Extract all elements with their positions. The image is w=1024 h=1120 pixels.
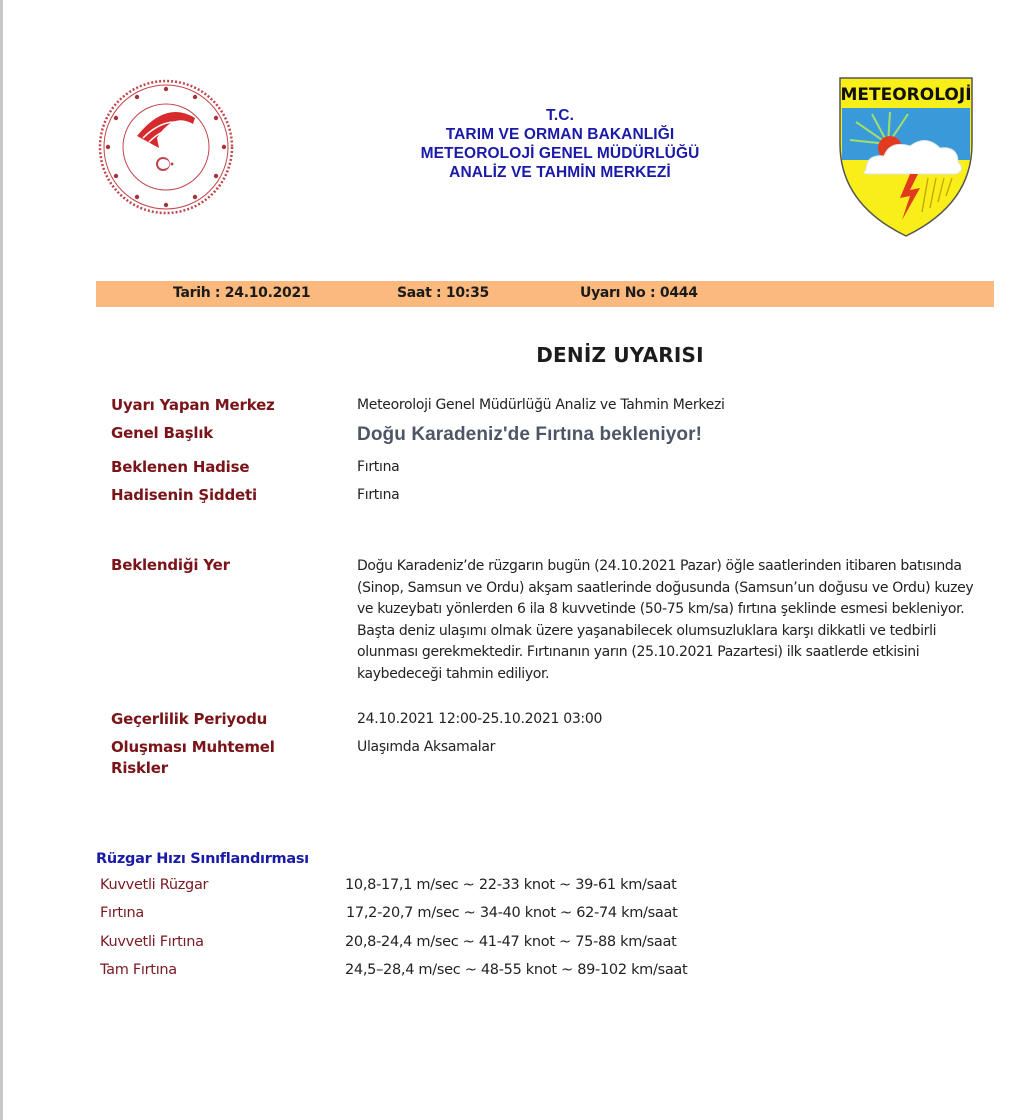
location-description: Doğu Karadeniz’de rüzgarın bugün (24.10.2021 Pazar) öğle saatlerinden itibaren batısında (Sinop, Samsun ve Ordu) akşam saatlerinde doğusunda (Samsun’un doğusu ve Ordu) kuzey ve kuzeybatı yönlerden 6 ila 8 kuvvetinde (50-75 km/sa) fırtına şeklinde esmesi bekleniyor. Başta deniz ulaşımı olmak üzere yaşanabilecek olumsuzluklara karşı dikkatli ve tedbirli olunması gerekmektedir. Fırtınanın yarın (25.10.2021 Pazartesi) ilk saatlerde etkisini kaybedeceği tahmin ediliyor.: [357, 558, 974, 682]
risks-value: Ulaşımda Aksamalar: [357, 739, 496, 755]
wind-class-name: Kuvvetli Rüzgar: [100, 877, 209, 893]
meteoroloji-shield-logo: [836, 74, 976, 240]
headline-label: Genel Başlık: [111, 424, 214, 442]
location-label: Beklendiği Yer: [111, 556, 230, 574]
org-line-tc: T.C.: [546, 107, 574, 124]
issuer-label: Uyarı Yapan Merkez: [111, 396, 275, 414]
org-line-center: ANALİZ VE TAHMİN MERKEZİ: [449, 164, 671, 181]
severity-label: Hadisenin Şiddeti: [111, 486, 257, 504]
risks-label: [111, 737, 275, 779]
logo-wordmark: METEOROLOJİ: [840, 85, 972, 105]
severity-value: Fırtına: [357, 487, 400, 503]
event-value: Fırtına: [357, 459, 400, 475]
headline-value: Doğu Karadeniz'de Fırtına bekleniyor!: [357, 424, 702, 445]
issuer-value: Meteoroloji Genel Müdürlüğü Analiz ve Tahmin Merkezi: [357, 397, 725, 413]
validity-value: 24.10.2021 12:00-25.10.2021 03:00: [357, 711, 603, 727]
wind-class-range: 17,2-20,7 m/sec ~ 34-40 knot ~ 62-74 km/saat: [346, 905, 678, 921]
wind-class-name: Fırtına: [100, 905, 145, 921]
warning-date: Tarih : 24.10.2021: [173, 285, 311, 301]
page-left-border: [0, 0, 3, 1120]
warning-meta-bar: [96, 281, 994, 307]
organization-header: [360, 106, 760, 182]
event-label: Beklenen Hadise: [111, 458, 250, 476]
wind-class-range: 20,8-24,4 m/sec ~ 41-47 knot ~ 75-88 km/saat: [345, 934, 677, 950]
wind-classification-title: Rüzgar Hızı Sınıflandırması: [96, 851, 309, 867]
wind-class-range: 10,8-17,1 m/sec ~ 22-33 knot ~ 39-61 km/saat: [345, 877, 677, 893]
warning-time: Saat : 10:35: [397, 285, 489, 301]
wind-class-name: Kuvvetli Fırtına: [100, 934, 204, 950]
validity-label: Geçerlilik Periyodu: [111, 710, 268, 728]
warning-number: Uyarı No : 0444: [580, 285, 698, 301]
risks-label-line2: Riskler: [111, 759, 168, 777]
ministry-seal-logo: [97, 78, 235, 216]
risks-label-line1: Oluşması Muhtemel: [111, 738, 275, 756]
page-title: DENİZ UYARISI: [536, 343, 704, 367]
org-line-ministry: TARIM VE ORMAN BAKANLIĞI: [445, 126, 675, 143]
wind-class-name: Tam Fırtına: [100, 962, 177, 978]
org-line-directorate: METEOROLOJİ GENEL MÜDÜRLÜĞÜ: [420, 145, 700, 162]
wind-class-range: 24,5–28,4 m/sec ~ 48-55 knot ~ 89-102 km/saat: [345, 962, 688, 978]
